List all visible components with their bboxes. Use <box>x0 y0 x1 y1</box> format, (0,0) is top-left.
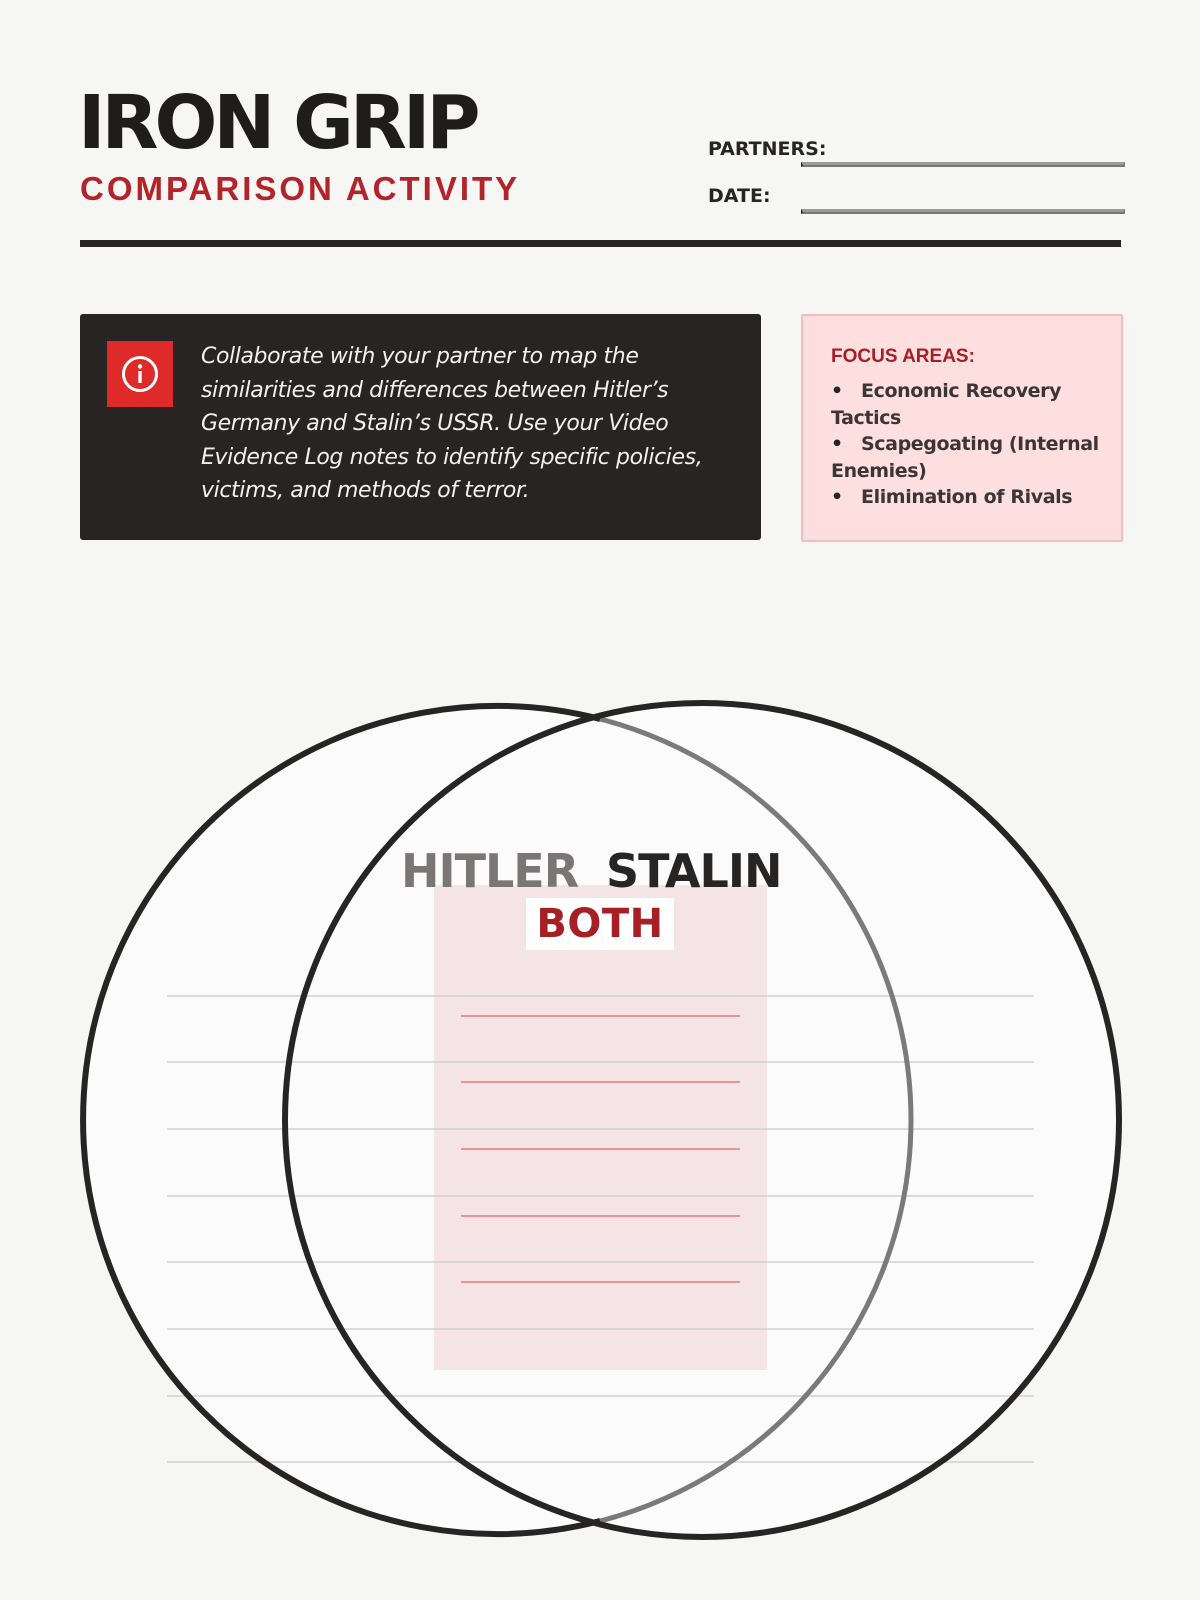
instructions-text: Collaborate with your partner to map the similarities and differences between Hitler’s Germany and Stalin’s USSR. Use your Video Evidence Log notes to identify specific policies, victims, and methods of terror. <box>201 344 703 503</box>
focus-area-item: • Elimination of Rivals <box>831 484 1106 511</box>
page-title: IRON GRIP <box>78 80 477 166</box>
venn-label-stalin: STALIN <box>606 844 782 898</box>
page-subtitle: COMPARISON ACTIVITY <box>80 170 521 207</box>
venn-label-hitler: HITLER <box>401 844 579 898</box>
both-writing-area <box>434 885 767 1370</box>
focus-areas-title: FOCUS AREAS: <box>831 346 975 367</box>
focus-area-item: • Economic Recovery Tactics <box>831 378 1106 431</box>
date-label: DATE: <box>708 185 771 207</box>
partners-label: PARTNERS: <box>708 138 827 160</box>
venn-label-both: BOTH <box>536 901 664 947</box>
venn-label-both-box <box>526 898 674 950</box>
focus-area-item: • Scapegoating (Internal Enemies) <box>831 431 1106 484</box>
